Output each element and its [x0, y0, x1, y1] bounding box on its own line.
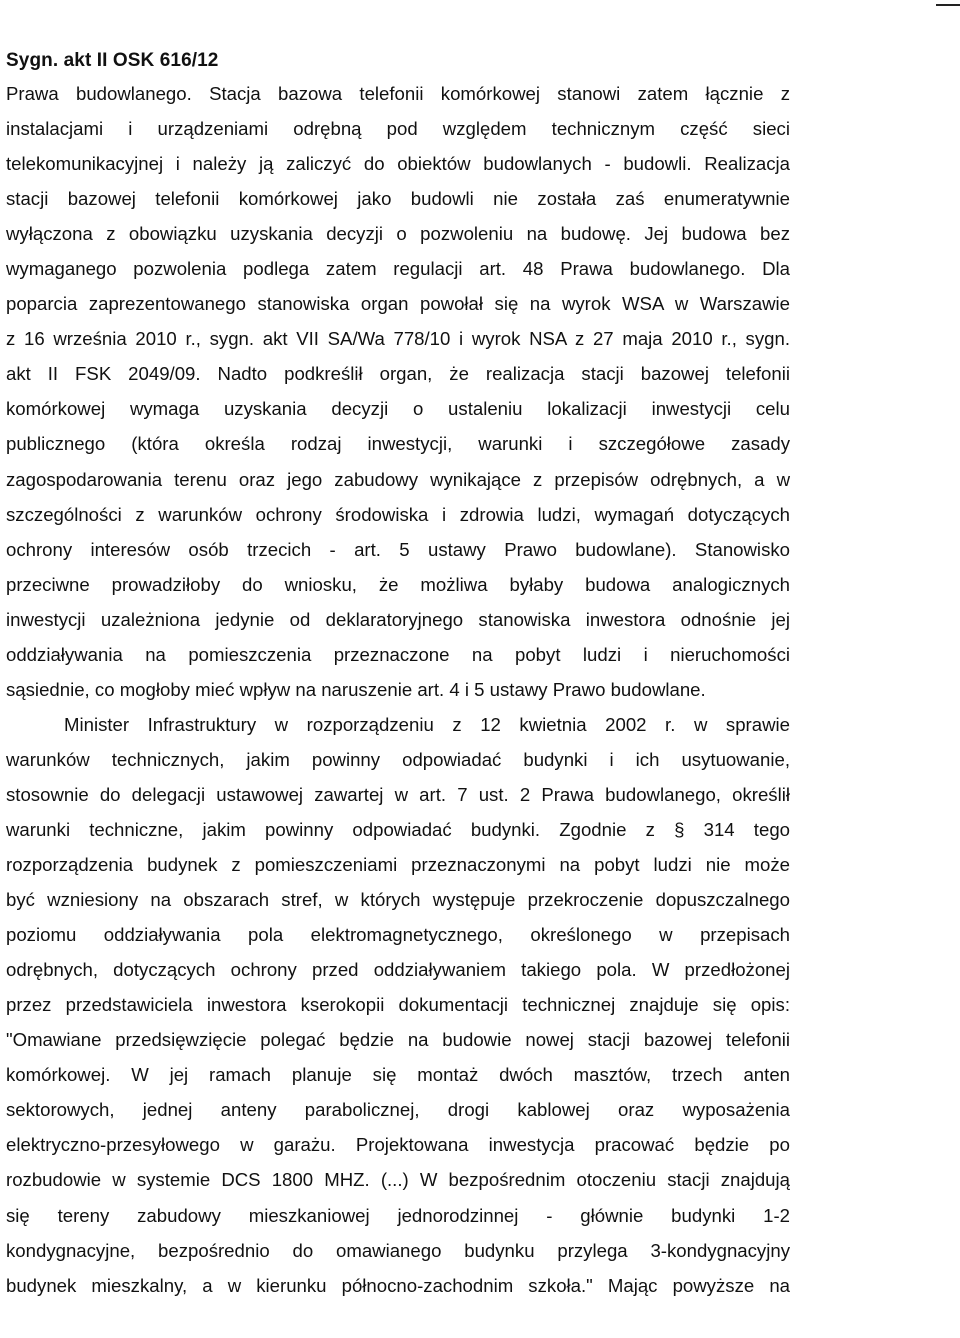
text-line: się tereny zabudowy mieszkaniowej jednorodzinnej - głównie budynki 1-2 — [6, 1204, 790, 1226]
text-line: warunków technicznych, jakim powinny odpowiadać budynki i ich usytuowanie, — [6, 748, 790, 770]
text-line: odrębnych, dotyczących ochrony przed oddziaływaniem takiego pola. W przedłożonej — [6, 959, 790, 981]
text-line: sąsiednie, co mogłoby mieć wpływ na naruszenie art. 4 i 5 ustawy Prawo budowlane. — [6, 678, 706, 700]
text-line: wymaganego pozwolenia podlega zatem regulacji art. 48 Prawa budowlanego. Dla — [6, 258, 790, 280]
text-line: telekomunikacyjnej i należy ją zaliczyć do obiektów budowlanych - budowli. Realizacja — [6, 153, 790, 175]
corner-mark — [936, 4, 960, 6]
text-line: rozporządzenia budynek z pomieszczeniami przeznaczonymi na pobyt ludzi nie może — [6, 854, 790, 876]
text-line: przeciwne prowadziłoby do wniosku, że możliwa byłaby budowa analogicznych — [6, 573, 790, 595]
text-line: kondygnacyjne, bezpośrednio do omawianego budynku przylega 3-kondygnacyjny — [6, 1239, 790, 1261]
text-line: inwestycji uzależniona jedynie od deklaratoryjnego stanowiska inwestora odnośnie jej — [6, 608, 790, 630]
text-line: szczególności z warunków ochrony środowiska i zdrowia ludzi, wymagań dotyczących — [6, 503, 790, 525]
text-line: sektorowych, jednej anteny parabolicznej, drogi kablowej oraz wyposażenia — [6, 1099, 790, 1121]
text-line: instalacjami i urządzeniami odrębną pod względem technicznym część sieci — [6, 118, 790, 140]
text-line: komórkowej. W jej ramach planuje się montaż dwóch masztów, trzech anten — [6, 1064, 790, 1086]
text-line: publicznego (która określa rodzaj inwestycji, warunki i szczegółowe zasady — [6, 433, 790, 455]
text-line: warunki techniczne, jakim powinny odpowiadać budynki. Zgodnie z § 314 tego — [6, 818, 790, 840]
text-line: przez przedstawiciela inwestora kserokopii dokumentacji technicznej znajduje się opis: — [6, 994, 790, 1016]
text-line: elektryczno-przesyłowego w garażu. Projektowana inwestycja pracować będzie po — [6, 1134, 790, 1156]
document-body — [6, 76, 790, 1303]
text-line: zagospodarowania terenu oraz jego zabudowy wynikające z przepisów odrębnych, a w — [6, 468, 790, 490]
text-line: ochrony interesów osób trzecich - art. 5 ustawy Prawo budowlane). Stanowisko — [6, 538, 790, 560]
text-line: stosownie do delegacji ustawowej zawartej w art. 7 ust. 2 Prawa budowlanego, określił — [6, 783, 790, 805]
text-line: oddziaływania na pomieszczenia przeznaczone na pobyt ludzi i nieruchomości — [6, 643, 790, 665]
text-line: być wzniesiony na obszarach stref, w których występuje przekroczenie dopuszczalnego — [6, 889, 790, 911]
text-line: akt II FSK 2049/09. Nadto podkreślił organ, że realizacja stacji bazowej telefonii — [6, 363, 790, 385]
text-line: "Omawiane przedsięwzięcie polegać będzie na budowie nowej stacji bazowej telefonii — [6, 1029, 790, 1051]
text-line: poziomu oddziaływania pola elektromagnetycznego, określonego w przepisach — [6, 924, 790, 946]
case-signature: Sygn. akt II OSK 616/12 — [6, 50, 219, 71]
text-line: stacji bazowej telefonii komórkowej jako budowli nie została zaś enumeratywnie — [6, 188, 790, 210]
text-line: wyłączona z obowiązku uzyskania decyzji o pozwoleniu na budowę. Jej budowa bez — [6, 223, 790, 245]
text-line: komórkowej wymaga uzyskania decyzji o ustaleniu lokalizacji inwestycji celu — [6, 398, 790, 420]
text-line: z 16 września 2010 r., sygn. akt VII SA/Wa 778/10 i wyrok NSA z 27 maja 2010 r., sygn. — [6, 328, 790, 350]
text-line: Prawa budowlanego. Stacja bazowa telefonii komórkowej stanowi zatem łącznie z — [6, 83, 790, 104]
text-line: rozbudowie w systemie DCS 1800 MHZ. (...) W bezpośrednim otoczeniu stacji znajdują — [6, 1169, 790, 1191]
text-line: budynek mieszkalny, a w kierunku północno-zachodnim szkoła." Mając powyższe na — [6, 1274, 790, 1296]
text-line: Minister Infrastruktury w rozporządzeniu z 12 kwietnia 2002 r. w sprawie — [64, 713, 790, 735]
text-line: poparcia zaprezentowanego stanowiska organ powołał się na wyrok WSA w Warszawie — [6, 293, 790, 315]
